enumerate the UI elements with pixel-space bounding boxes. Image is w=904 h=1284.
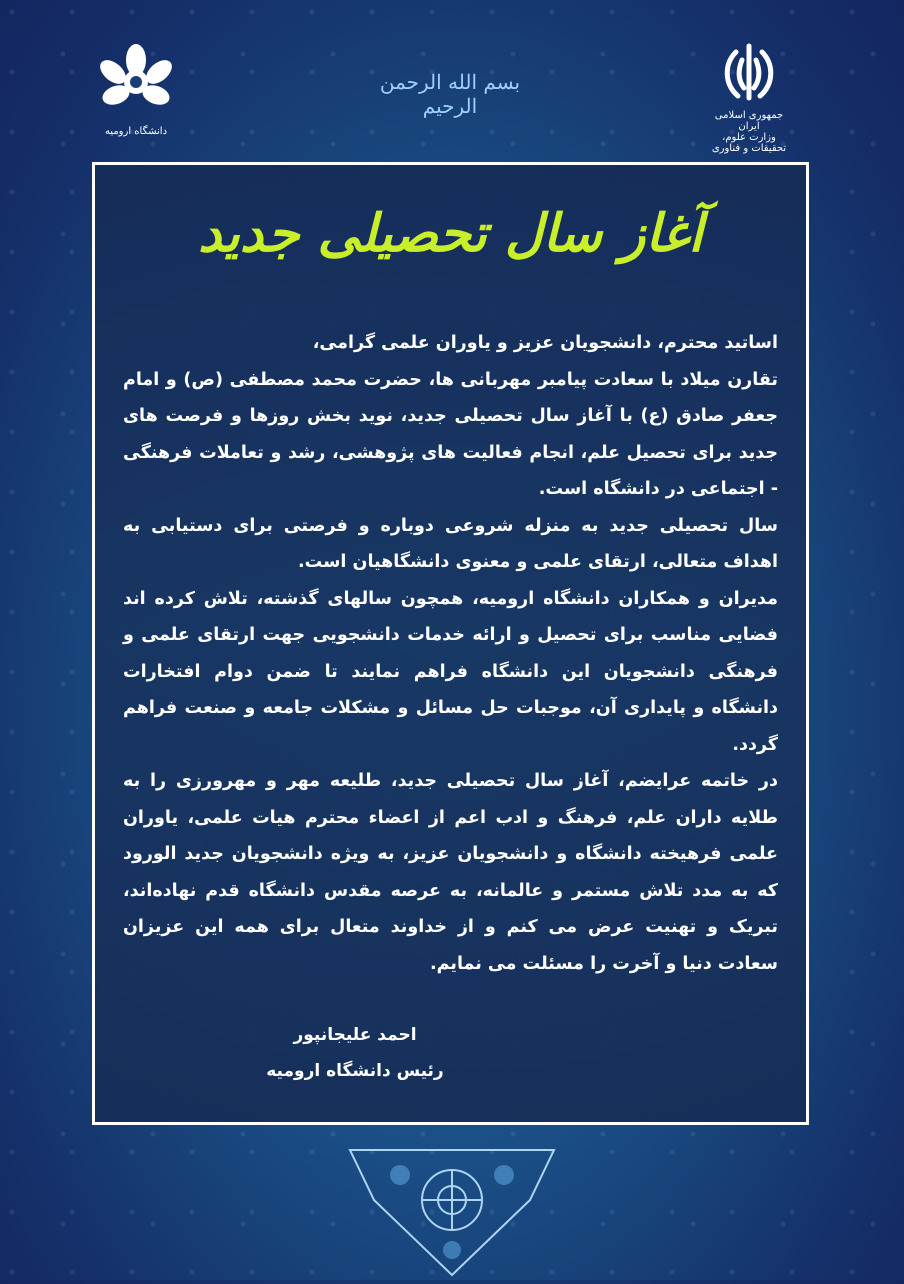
letter-frame xyxy=(92,162,809,1125)
basmala-text: بسم الله الرحمن الرحیم xyxy=(379,70,521,118)
bottom-ornament xyxy=(340,1140,564,1280)
university-logo xyxy=(88,40,184,150)
header xyxy=(0,0,904,160)
arabesque-ornament-icon xyxy=(340,1140,564,1280)
paragraph: مدیران و همکاران دانشگاه ارومیه، همچون سالهای گذشته، تلاش کرده اند فضایی مناسب برای تحصیل و ارائه خدمات دانشجویی جهت ارتقای علمی و فرهنگی دانشجویان این دانشگاه فراهم نمایند تا ضمن دوام افتخارات دانشگاه و پایداری آن، موجبات حل مسائل و مشکلات جامعه و صنعت فراهم گردد. xyxy=(123,588,778,755)
basmala xyxy=(370,70,530,130)
paragraph: در خاتمه عرایضم، آغاز سال تحصیلی جدید، طلیعه مهر و مهرورزی را به طلایه داران علم، فرهنگ و ادب اعم از اعضاء محترم هیات علمی، یاوران علمی فرهیخته دانشگاه و دانشجویان عزیز، به ویژه دانشجویان جدید الورود که به مدد تلاش مستمر و عالمانه، به عرصه مقدس دانشگاه قدم نهاده‌اند، تبریک و تهنیت عرض می کنم و از خداوند متعال برای همه این عزیزان سعادت دنیا و آخرت را مسئلت می نمایم. xyxy=(123,771,778,974)
letter-body xyxy=(123,325,778,982)
letter-title: آغاز سال تحصیلی جدید xyxy=(198,203,703,264)
university-logo-caption: دانشگاه ارومیه xyxy=(104,126,168,137)
paragraph: سال تحصیلی جدید به منزله شروعی دوباره و فرصتی برای دستیابی به اهداف متعالی، ارتقای علمی و معنوی دانشگاهیان است. xyxy=(123,515,778,572)
signature-title: رئیس دانشگاه ارومیه xyxy=(266,1061,444,1081)
ministry-logo-line1: جمهوری اسلامی ایران xyxy=(714,110,784,132)
iran-emblem-icon xyxy=(714,40,784,104)
signature xyxy=(265,1017,445,1089)
paragraph-greeting: اساتید محترم، دانشجویان عزیز و یاوران علمی گرامی، xyxy=(312,333,778,353)
paragraph: تقارن میلاد با سعادت پیامبر مهربانی ها، حضرت محمد مصطفی (ص) و امام جعفر صادق (ع) با آغاز سال تحصیلی جدید، نوید بخش روزها و فرصت های جدید برای تحصیل علم، انجام فعالیت های پژوهشی، رشد و تعاملات فرهنگی - اجتماعی در دانشگاه است. xyxy=(123,369,778,499)
ministry-logo xyxy=(704,40,794,154)
university-emblem-icon xyxy=(91,40,181,120)
signature-name: احمد علیجانپور xyxy=(293,1025,417,1045)
ministry-logo-line2: وزارت علوم، تحقیقات و فناوری xyxy=(711,132,787,154)
